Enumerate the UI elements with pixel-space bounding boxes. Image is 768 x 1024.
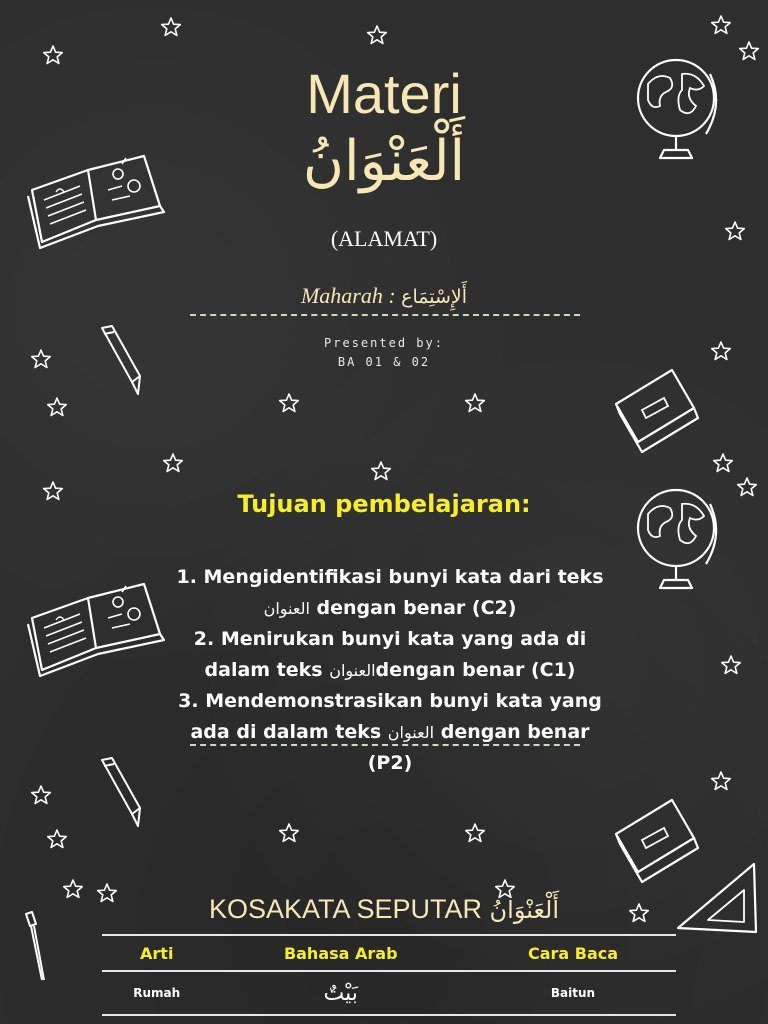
open-book-icon [26, 578, 168, 682]
objective-item: 1. Mengidentifikasi bunyi kata dari teks العنوان dengan benar (C2) [176, 566, 604, 619]
presented-by [0, 334, 768, 372]
star-icon [42, 44, 64, 66]
maharah-label: Maharah : [300, 283, 396, 308]
star-icon [370, 460, 392, 482]
vocabulary-table [102, 934, 676, 1016]
page-title: Materi [306, 62, 462, 125]
star-icon [738, 40, 760, 62]
pencil-icon [96, 756, 144, 830]
star-icon [464, 822, 486, 844]
star-icon [278, 392, 300, 414]
subtitle: (ALAMAT) [330, 226, 438, 251]
star-icon [464, 392, 486, 414]
learning-objectives-list [170, 562, 610, 779]
column-header: Arti [140, 943, 174, 963]
divider [190, 314, 580, 316]
learning-objectives-heading: Tujuan pembelajaran: [237, 490, 531, 518]
star-icon [160, 16, 182, 38]
table-row [102, 971, 676, 1015]
presenters: BA 01 & 02 [337, 355, 431, 369]
star-icon [710, 14, 732, 36]
column-header: Cara Baca [527, 943, 619, 963]
star-icon [162, 452, 184, 474]
star-icon [30, 784, 52, 806]
star-icon [366, 24, 388, 46]
table-cell: بَيْتٌ [323, 980, 358, 1006]
star-icon [46, 828, 68, 850]
closed-book-icon [612, 366, 702, 456]
objective-item: 2. Menirukan bunyi kata yang ada di dalam teks العنوانdengan benar (C1) [193, 628, 587, 681]
star-icon [720, 654, 742, 676]
divider [190, 744, 580, 746]
maharah-line [0, 283, 768, 309]
star-icon [710, 770, 732, 792]
vocabulary-heading: KOSAKATA SEPUTAR أَلْعَنْوَانُ [208, 894, 560, 924]
star-icon [46, 396, 68, 418]
table-header-row [102, 935, 676, 971]
arabic-title: أَلْعَنْوَانُ [302, 129, 466, 194]
table-cell: Rumah [133, 986, 181, 1000]
maharah-arabic: أَلإِسْتِمَاع [401, 286, 468, 308]
star-icon [712, 452, 734, 474]
table-cell: Baitun [550, 986, 596, 1000]
column-header: Bahasa Arab [283, 943, 398, 963]
presented-by-label: Presented by: [324, 336, 444, 350]
star-icon [278, 822, 300, 844]
objective-item: 3. Mendemonstrasikan bunyi kata yang ada di dalam teks العنوان dengan benar (P2) [178, 690, 602, 774]
